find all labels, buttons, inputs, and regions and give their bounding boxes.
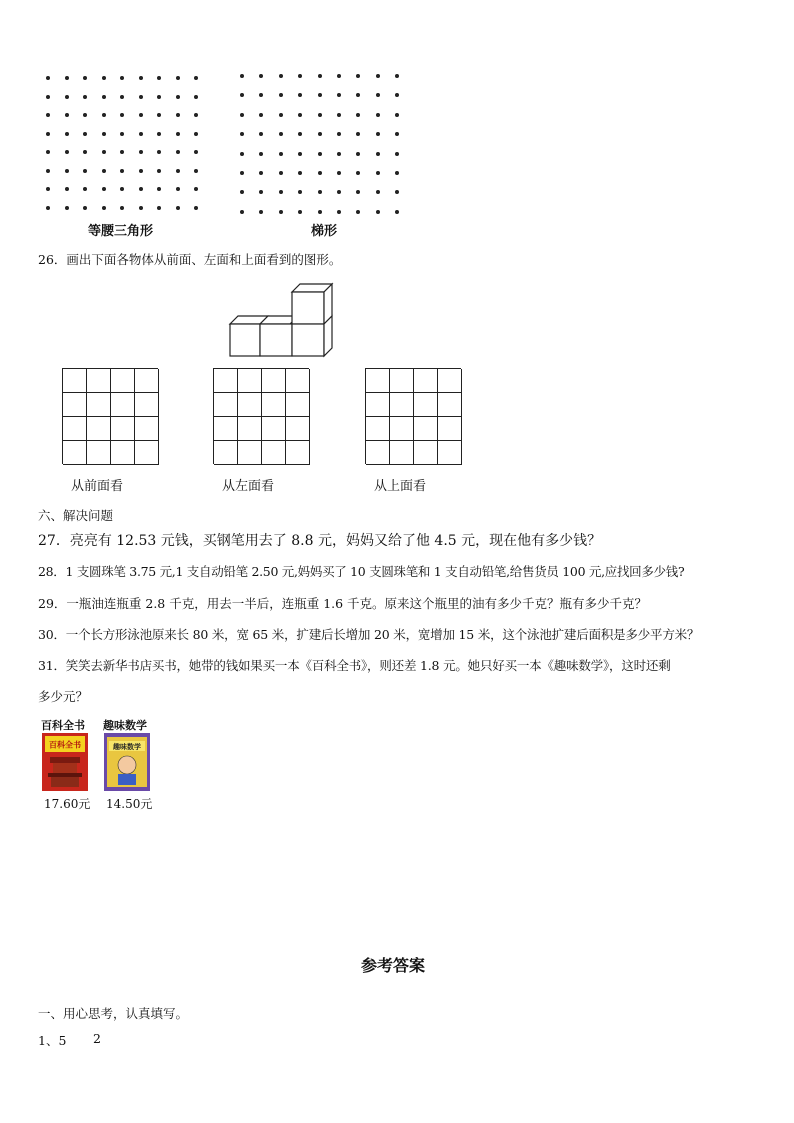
grid-dot (176, 132, 180, 136)
book-title-encyclopedia: 百科全书 (41, 719, 85, 732)
grid-cell (414, 441, 438, 465)
grid-dot (176, 150, 180, 154)
grid-dot (395, 113, 399, 117)
grid-dot (83, 150, 87, 154)
answer-1-number: 1、5 (38, 1033, 67, 1048)
grid-cell (262, 369, 286, 393)
grid-dot (298, 171, 302, 175)
grid-dot (65, 132, 69, 136)
grid-dot (139, 150, 143, 154)
grid-cell (366, 393, 390, 417)
grid-dot (83, 187, 87, 191)
grid-cell (135, 441, 159, 465)
grid-cell (286, 441, 310, 465)
fun-math-book-cover (104, 733, 150, 791)
grid-cell (238, 393, 262, 417)
grid-dot (157, 132, 161, 136)
grid-cell (87, 393, 111, 417)
grid-dot (259, 132, 263, 136)
view-grid-front (62, 368, 158, 464)
grid-cell (111, 393, 135, 417)
grid-cell (214, 441, 238, 465)
grid-cell (63, 369, 87, 393)
grid-dot (279, 74, 283, 78)
grid-dot (376, 210, 380, 214)
grid-cell (390, 441, 414, 465)
answer-1-value: 2 (93, 1031, 101, 1046)
grid-dot (120, 187, 124, 191)
grid-dot (279, 152, 283, 156)
grid-dot (176, 76, 180, 80)
grid-dot (139, 76, 143, 80)
grid-cell (438, 417, 462, 441)
grid-dot (240, 190, 244, 194)
grid-cell (438, 369, 462, 393)
grid-dot (157, 76, 161, 80)
grid-dot (356, 210, 360, 214)
grid-cell (414, 369, 438, 393)
grid-dot (194, 95, 198, 99)
grid-dot (102, 132, 106, 136)
grid-dot (259, 190, 263, 194)
grid-dot (65, 187, 69, 191)
grid-dot (376, 93, 380, 97)
grid-cell (390, 417, 414, 441)
grid-dot (120, 76, 124, 80)
grid-dot (157, 95, 161, 99)
grid-cell (366, 369, 390, 393)
grid-cell (414, 393, 438, 417)
grid-dot (337, 132, 341, 136)
view-grid-top (365, 368, 461, 464)
grid-dot (139, 187, 143, 191)
grid-dot (376, 113, 380, 117)
grid-dot (240, 93, 244, 97)
grid-dot (102, 150, 106, 154)
grid-dot (259, 93, 263, 97)
grid-cell (135, 393, 159, 417)
grid-dot (65, 169, 69, 173)
answers-section-1: 一、用心思考，认真填写。 (38, 1006, 189, 1021)
grid-dot (337, 210, 341, 214)
grid-dot (65, 113, 69, 117)
grid-dot (83, 113, 87, 117)
grid-dot (240, 74, 244, 78)
grid-dot (395, 152, 399, 156)
grid-dot (298, 113, 302, 117)
grid-cell (366, 417, 390, 441)
grid-cell (63, 441, 87, 465)
grid-dot (376, 132, 380, 136)
view-label-left: 从左面看 (222, 479, 275, 494)
grid-cell (262, 441, 286, 465)
price-fun-math: 14.50元 (106, 797, 153, 811)
grid-cell (438, 441, 462, 465)
grid-dot (337, 190, 341, 194)
view-label-front: 从前面看 (71, 479, 124, 494)
grid-dot (395, 74, 399, 78)
fun-math-cover-title: 趣味数学 (113, 743, 141, 751)
grid-dot (157, 150, 161, 154)
grid-cell (286, 417, 310, 441)
grid-cell (111, 441, 135, 465)
grid-dot (279, 93, 283, 97)
grid-dot (139, 206, 143, 210)
grid-dot (46, 169, 50, 173)
grid-dot (279, 210, 283, 214)
grid-cell (135, 417, 159, 441)
dot-grid-left (46, 76, 198, 210)
question-26: 26．画出下面各物体从前面、左面和上面看到的图形。 (38, 252, 342, 267)
grid-dot (259, 74, 263, 78)
grid-dot (139, 132, 143, 136)
grid-dot (176, 169, 180, 173)
grid-dot (176, 206, 180, 210)
grid-cell (111, 369, 135, 393)
grid-dot (298, 210, 302, 214)
grid-dot (376, 152, 380, 156)
grid-cell (87, 417, 111, 441)
grid-dot (139, 113, 143, 117)
grid-dot (65, 76, 69, 80)
grid-dot (376, 74, 380, 78)
grid-dot (318, 74, 322, 78)
grid-dot (139, 95, 143, 99)
grid-dot (259, 210, 263, 214)
grid-dot (298, 190, 302, 194)
grid-dot (194, 150, 198, 154)
grid-dot (83, 76, 87, 80)
grid-dot (46, 113, 50, 117)
grid-cell (87, 441, 111, 465)
grid-dot (139, 169, 143, 173)
grid-dot (240, 171, 244, 175)
grid-dot (318, 210, 322, 214)
grid-dot (298, 132, 302, 136)
grid-dot (298, 152, 302, 156)
grid-dot (337, 93, 341, 97)
grid-cell (87, 369, 111, 393)
grid-dot (176, 95, 180, 99)
grid-dot (194, 187, 198, 191)
grid-dot (395, 93, 399, 97)
grid-dot (395, 190, 399, 194)
grid-dot (240, 132, 244, 136)
answers-heading: 参考答案 (361, 956, 426, 975)
grid-dot (376, 190, 380, 194)
question-31-line2: 多少元？ (38, 689, 89, 704)
book-title-fun-math: 趣味数学 (103, 719, 147, 732)
grid-dot (376, 171, 380, 175)
grid-dot (318, 171, 322, 175)
grid-dot (65, 150, 69, 154)
grid-dot (102, 169, 106, 173)
grid-dot (279, 190, 283, 194)
grid-dot (46, 95, 50, 99)
grid-dot (279, 171, 283, 175)
grid-dot (83, 95, 87, 99)
grid-cell (262, 417, 286, 441)
encyclopedia-cover-title: 百科全书 (49, 740, 81, 750)
grid-cell (238, 441, 262, 465)
grid-dot (240, 152, 244, 156)
grid-cell (390, 369, 414, 393)
grid-cell (390, 393, 414, 417)
question-30: 30．一个长方形泳池原来长 80 米，宽 65 米，扩建后长增加 20 米，宽增加 15 米，这个泳池扩建后面积是多少平方米？ (38, 627, 700, 642)
grid-cell (214, 393, 238, 417)
dot-grid-right (240, 74, 399, 214)
grid-dot (356, 74, 360, 78)
grid-dot (46, 150, 50, 154)
grid-dot (298, 74, 302, 78)
grid-dot (65, 206, 69, 210)
grid-cell (366, 441, 390, 465)
grid-dot (318, 190, 322, 194)
grid-dot (120, 169, 124, 173)
grid-dot (395, 171, 399, 175)
grid-dot (157, 187, 161, 191)
grid-dot (120, 95, 124, 99)
grid-dot (318, 113, 322, 117)
grid-dot (337, 152, 341, 156)
grid-dot (176, 113, 180, 117)
grid-cell (135, 369, 159, 393)
dot-grid-right-caption: 梯形 (311, 224, 338, 239)
question-27: 27．亮亮有 12.53 元钱，买钢笔用去了 8.8 元，妈妈又给了他 4.5 元，现在他有多少钱？ (38, 533, 602, 549)
grid-dot (102, 113, 106, 117)
grid-dot (337, 171, 341, 175)
dot-grid-left-caption: 等腰三角形 (88, 224, 154, 239)
grid-dot (240, 113, 244, 117)
question-29: 29．一瓶油连瓶重 2.8 千克，用去一半后，连瓶重 1.6 千克。原来这个瓶里的油有多少千克？瓶有多少千克？ (38, 596, 648, 611)
encyclopedia-book-cover (42, 733, 88, 791)
grid-dot (46, 132, 50, 136)
grid-dot (259, 152, 263, 156)
grid-cell (286, 393, 310, 417)
grid-dot (259, 113, 263, 117)
grid-dot (157, 169, 161, 173)
grid-cell (214, 369, 238, 393)
grid-dot (46, 76, 50, 80)
grid-cell (214, 417, 238, 441)
question-31-line1: 31．笑笑去新华书店买书，她带的钱如果买一本《百科全书》，则还差 1.8 元。她只好买一本《趣味数学》，这时还剩 (38, 658, 671, 673)
grid-cell (238, 417, 262, 441)
grid-dot (46, 187, 50, 191)
grid-dot (194, 206, 198, 210)
grid-dot (279, 113, 283, 117)
grid-dot (194, 76, 198, 80)
grid-dot (102, 95, 106, 99)
grid-cell (414, 417, 438, 441)
grid-dot (120, 113, 124, 117)
grid-dot (46, 206, 50, 210)
grid-dot (395, 210, 399, 214)
grid-dot (194, 113, 198, 117)
grid-cell (63, 393, 87, 417)
grid-dot (83, 169, 87, 173)
grid-cell (63, 417, 87, 441)
grid-cell (262, 393, 286, 417)
grid-dot (318, 93, 322, 97)
grid-dot (356, 93, 360, 97)
grid-dot (337, 74, 341, 78)
grid-dot (83, 132, 87, 136)
grid-dot (102, 187, 106, 191)
grid-dot (65, 95, 69, 99)
cube-stack-figure (228, 282, 338, 358)
grid-dot (120, 206, 124, 210)
grid-dot (279, 132, 283, 136)
grid-dot (240, 210, 244, 214)
grid-cell (286, 369, 310, 393)
grid-dot (356, 190, 360, 194)
view-label-top: 从上面看 (374, 479, 427, 494)
grid-dot (318, 152, 322, 156)
grid-dot (83, 206, 87, 210)
grid-dot (395, 132, 399, 136)
grid-dot (176, 187, 180, 191)
grid-dot (259, 171, 263, 175)
grid-dot (337, 113, 341, 117)
price-encyclopedia: 17.60元 (44, 797, 91, 811)
grid-dot (120, 150, 124, 154)
grid-dot (102, 206, 106, 210)
grid-dot (298, 93, 302, 97)
grid-cell (111, 417, 135, 441)
section-6-title: 六、解决问题 (38, 508, 114, 523)
grid-cell (438, 393, 462, 417)
grid-dot (318, 132, 322, 136)
grid-dot (194, 132, 198, 136)
grid-cell (238, 369, 262, 393)
grid-dot (356, 171, 360, 175)
grid-dot (157, 206, 161, 210)
grid-dot (102, 76, 106, 80)
grid-dot (194, 169, 198, 173)
view-grid-left (213, 368, 309, 464)
grid-dot (356, 132, 360, 136)
question-28: 28．1 支圆珠笔 3.75 元,1 支自动铅笔 2.50 元,妈妈买了 10 支圆珠笔和 1 支自动铅笔,给售货员 100 元,应找回多少钱? (38, 564, 685, 579)
grid-dot (356, 113, 360, 117)
grid-dot (120, 132, 124, 136)
grid-dot (356, 152, 360, 156)
grid-dot (157, 113, 161, 117)
